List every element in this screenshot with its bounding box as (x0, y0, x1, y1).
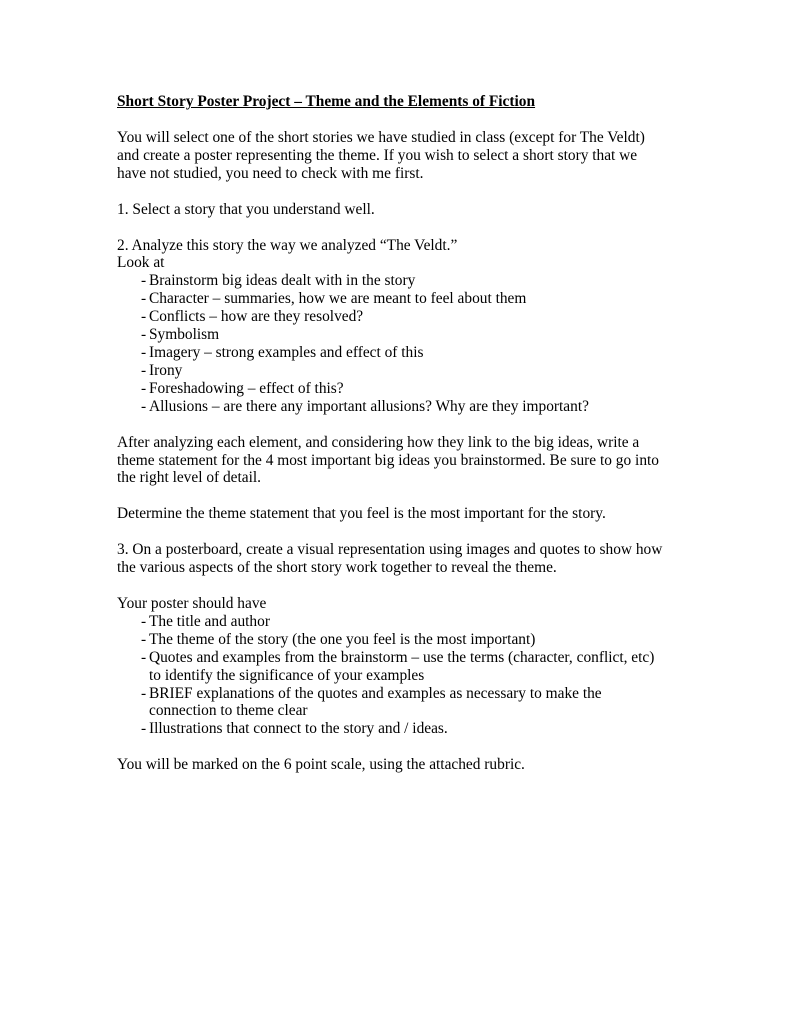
dash-bullet: - (141, 308, 147, 326)
dash-bullet: - (141, 397, 147, 415)
dash-bullet: - (141, 612, 147, 630)
list-item (117, 272, 697, 290)
list-item-text: Quotes and examples from the brainstorm – use the terms (character, conflict, etc) (149, 648, 655, 666)
list-item (117, 290, 697, 308)
paragraph-line: the right level of detail. (117, 469, 262, 487)
closing-paragraph: You will be marked on the 6 point scale, using the attached rubric. (117, 756, 525, 774)
dash-bullet: - (141, 343, 147, 361)
list-item-text: connection to theme clear (149, 702, 308, 720)
list-item (117, 685, 697, 721)
determine-paragraph: Determine the theme statement that you feel is the most important for the story. (117, 505, 606, 523)
intro-paragraph (117, 129, 697, 183)
after-analysis-paragraph (117, 434, 697, 488)
step-2-title: 2. Analyze this story the way we analyzed “The Veldt.” (117, 236, 458, 254)
list-item (117, 720, 697, 738)
list-item-text: Imagery – strong examples and effect of this (149, 343, 424, 361)
list-item (117, 344, 697, 362)
document-title: Short Story Poster Project – Theme and the Elements of Fiction (117, 93, 536, 110)
step-1: 1. Select a story that you understand well. (117, 200, 375, 218)
dash-bullet: - (141, 684, 147, 702)
paragraph-line: 3. On a posterboard, create a visual representation using images and quotes to show how (117, 541, 663, 559)
list-item (117, 308, 697, 326)
list-item-text: The title and author (149, 612, 270, 630)
paragraph-line: the various aspects of the short story work together to reveal the theme. (117, 559, 557, 577)
list-item-text: Allusions – are there any important allusions? Why are they important? (149, 397, 589, 415)
list-item (117, 362, 697, 380)
dash-bullet: - (141, 326, 147, 344)
paragraph-line: After analyzing each element, and considering how they link to the big ideas, write a (117, 433, 640, 451)
step-3 (117, 541, 697, 577)
analysis-list (117, 272, 697, 415)
poster-heading: Your poster should have (117, 595, 267, 613)
list-item (117, 613, 697, 631)
intro-line: and create a poster representing the theme. If you wish to select a short story that we (117, 146, 638, 164)
dash-bullet: - (141, 630, 147, 648)
intro-line: have not studied, you need to check with me first. (117, 164, 424, 182)
dash-bullet: - (141, 290, 147, 308)
list-item-text: Brainstorm big ideas dealt with in the story (149, 272, 416, 290)
list-item-text: to identify the significance of your examples (149, 666, 425, 684)
paragraph-line: theme statement for the 4 most important big ideas you brainstormed. Be sure to go into (117, 451, 659, 469)
list-item (117, 631, 697, 649)
dash-bullet: - (141, 379, 147, 397)
list-item (117, 380, 697, 398)
intro-line: You will select one of the short stories we have studied in class (except for The Veldt) (117, 128, 645, 146)
step-2-heading (117, 237, 697, 273)
dash-bullet: - (141, 648, 147, 666)
poster-requirements-list (117, 613, 697, 738)
dash-bullet: - (141, 361, 147, 379)
list-item (117, 326, 697, 344)
dash-bullet: - (141, 272, 147, 290)
list-item-text: Foreshadowing – effect of this? (149, 379, 344, 397)
list-item-text: BRIEF explanations of the quotes and examples as necessary to make the (149, 684, 602, 702)
list-item (117, 649, 697, 685)
list-item-text: Symbolism (149, 326, 220, 344)
look-at-label: Look at (117, 254, 165, 272)
list-item (117, 398, 697, 416)
list-item-text: The theme of the story (the one you feel is the most important) (149, 630, 536, 648)
list-item-text: Character – summaries, how we are meant to feel about them (149, 290, 527, 308)
document-page (117, 93, 697, 792)
list-item-text: Illustrations that connect to the story and / ideas. (149, 720, 448, 738)
dash-bullet: - (141, 720, 147, 738)
list-item-text: Conflicts – how are they resolved? (149, 308, 364, 326)
list-item-text: Irony (149, 361, 183, 379)
